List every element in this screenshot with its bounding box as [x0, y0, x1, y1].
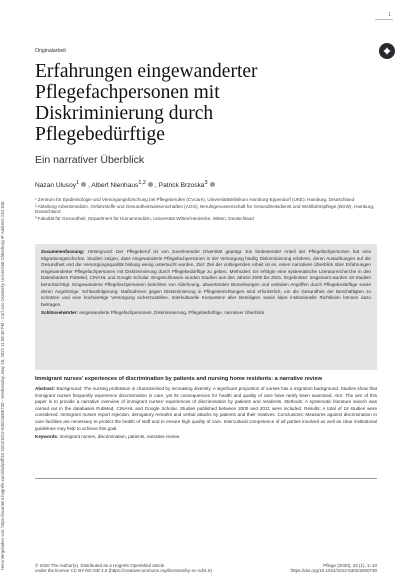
copyright-line: © 2020 The Author(s). Distributed as a Hogrefe OpenMind article [35, 563, 165, 568]
abstract-german [35, 244, 377, 370]
author-name: Patrick Brzoska [158, 182, 205, 190]
page-number: 1 [388, 12, 391, 18]
publisher-logo-icon [382, 46, 392, 56]
abstract-english [35, 386, 377, 443]
keywords-label: Keywords: [35, 434, 59, 440]
copyright-notice [35, 563, 255, 574]
abstract-summary [35, 386, 377, 432]
download-watermark: Heruntergeladen von: https://econtent.hogrefe.com/doi/pdf/10.1024/1012-5302/a000730 - Wednesday, May 18, 2022 11:08:40 PM - Carl von Ossietzky Universität Oldenburg IP Address:134.106. [0, 200, 5, 570]
english-title: Immigrant nurses’ experiences of discrimination by patients and nursing home residents: a narrative review [35, 376, 322, 382]
abstract-label: Abstract: [35, 386, 56, 391]
author-name: Albert Nienhaus [91, 182, 139, 190]
abstract-summary [41, 249, 371, 308]
article-type: Originalarbeit [35, 48, 66, 54]
footer-rule [35, 478, 377, 479]
orcid-icon[interactable] [81, 182, 86, 187]
article-subtitle: Ein narrativer Überblick [35, 154, 145, 166]
article-title: Erfahrungen eingewanderter Pflegefachpersonen mit Diskriminierung durch Pflegebedürftige [35, 61, 258, 145]
author-name: Nazan Ulusoy [35, 182, 77, 190]
doi-link[interactable]: https://doi.org/10.1024/1012-5302/a000730 [290, 568, 377, 574]
abstract-keywords [35, 434, 377, 441]
affiliation: ¹ Zentrum für Epidemiologie und Versorgungsforschung bei Pflegeberufen (CVcare), Universitätsklinikum Hamburg-Eppendorf (UKE), Hamburg, Deutschland [35, 197, 355, 202]
publisher-logo [379, 43, 395, 59]
citation-info [237, 563, 377, 574]
affiliation: ³ Fakultät für Gesundheit, Department für Humanmedizin, Universität Witten/Herdecke, Witten, Deutschland [35, 216, 254, 222]
license-line[interactable]: under the license CC BY-NC-ND 4.0 (https://creativecommons.org/licenses/by-nc-nd/4.0) [35, 568, 212, 574]
abstract-keywords [41, 310, 371, 317]
affiliation: ² Abteilung Arbeitsmedizin, Gefahrstoffe und Gesundheitswissenschaften (AGG), Berufsgenossenschaft für Gesundheitsdienst und Wohlfahrtspflege (BGW), Hamburg, Deutschland [35, 204, 375, 215]
keywords-text: immigrant nurses, discrimination, patients, narrative review [59, 434, 180, 440]
keywords-label: Schlüsselwörter: [41, 310, 79, 316]
orcid-icon[interactable] [210, 182, 215, 187]
orcid-icon[interactable] [148, 182, 153, 187]
keywords-text: eingewanderte Pflegefachpersonen, Diskriminierung, Pflegebedürftige, narrativer Überblick [79, 310, 265, 316]
author-list: Nazan Ulusoy$^1$ , Albert Nienhaus$^{1,2}$ , Patrick Brzoska$^3$ [35, 180, 217, 189]
abstract-label: Zusammenfassung: [41, 249, 85, 254]
journal-citation: Pflege (2020), 33 (1), 1–10 [323, 563, 377, 568]
abstract-text: Background: The nursing profession is characterised by increasing diversity. A significant proportion of nurses has a migration background. Studies show that immigrant nurses frequently experience discrimination in care, yet its consequences for health and quality of care have rarely been examined. Aim: The aim of this paper is to provide a narrative overview of immigrant nurses’ experiences of discrimination by patients and residents. Methods: A systematic literature search was carried out in the databases PubMed, CINAHL and Google Scholar. Studies published between 2000 and 2021 were included. Results: A total of 18 studies were considered. Immigrant nurses report rejection, derogatory remarks and verbal attacks by patients and their relatives. Conclusions: Measures against discrimination in care facilities are necessary to protect the health of staff and to ensure high quality of care. Intercultural competence of all parties involved as well as clear institutional guidelines may help to achieve this goal. [35, 386, 378, 431]
abstract-text: Hintergrund: Der Pflegeberuf ist von zunehmender Diversität geprägt. Ein bedeutender Anteil der Pflegefachpersonen hat eine Migrationsgeschichte. Studien zeigen, dass eingewanderte Pflegefachpersonen in der Versorgung häufig Diskriminierung erfahren, deren Auswirkungen auf die Gesundheit und die Versorgungsqualität bislang wenig untersucht wurden. Ziel: Ziel der vorliegenden Arbeit ist es, einen narrativen Überblick über Erfahrungen eingewanderter Pflegefachpersonen mit Diskriminierung durch Pflegebedürftige zu geben. Methoden: Es erfolgte eine systematische Literaturrecherche in den Datenbanken PubMed, CINAHL und Google Scholar. Eingeschlossen wurden Studien aus den Jahren 2000 bis 2021. Ergebnisse: Insgesamt wurden 18 Studien berücksichtigt. Eingewanderte Pflegefachpersonen berichten von Ablehnung, abwertenden Bemerkungen und verbalen Angriffen durch Pflegebedürftige sowie deren Angehörige. Schlussfolgerung: Maßnahmen gegen Diskriminierung in Pflegeeinrichtungen sind erforderlich, um die Gesundheit der Beschäftigten zu schützen und eine hochwertige Versorgung sicherzustellen. Interkulturelle Kompetenz aller Beteiligten sowie klare institutionelle Richtlinien können dazu beitragen. [41, 249, 372, 307]
page-number-rule [375, 19, 393, 20]
affiliations [35, 197, 377, 223]
